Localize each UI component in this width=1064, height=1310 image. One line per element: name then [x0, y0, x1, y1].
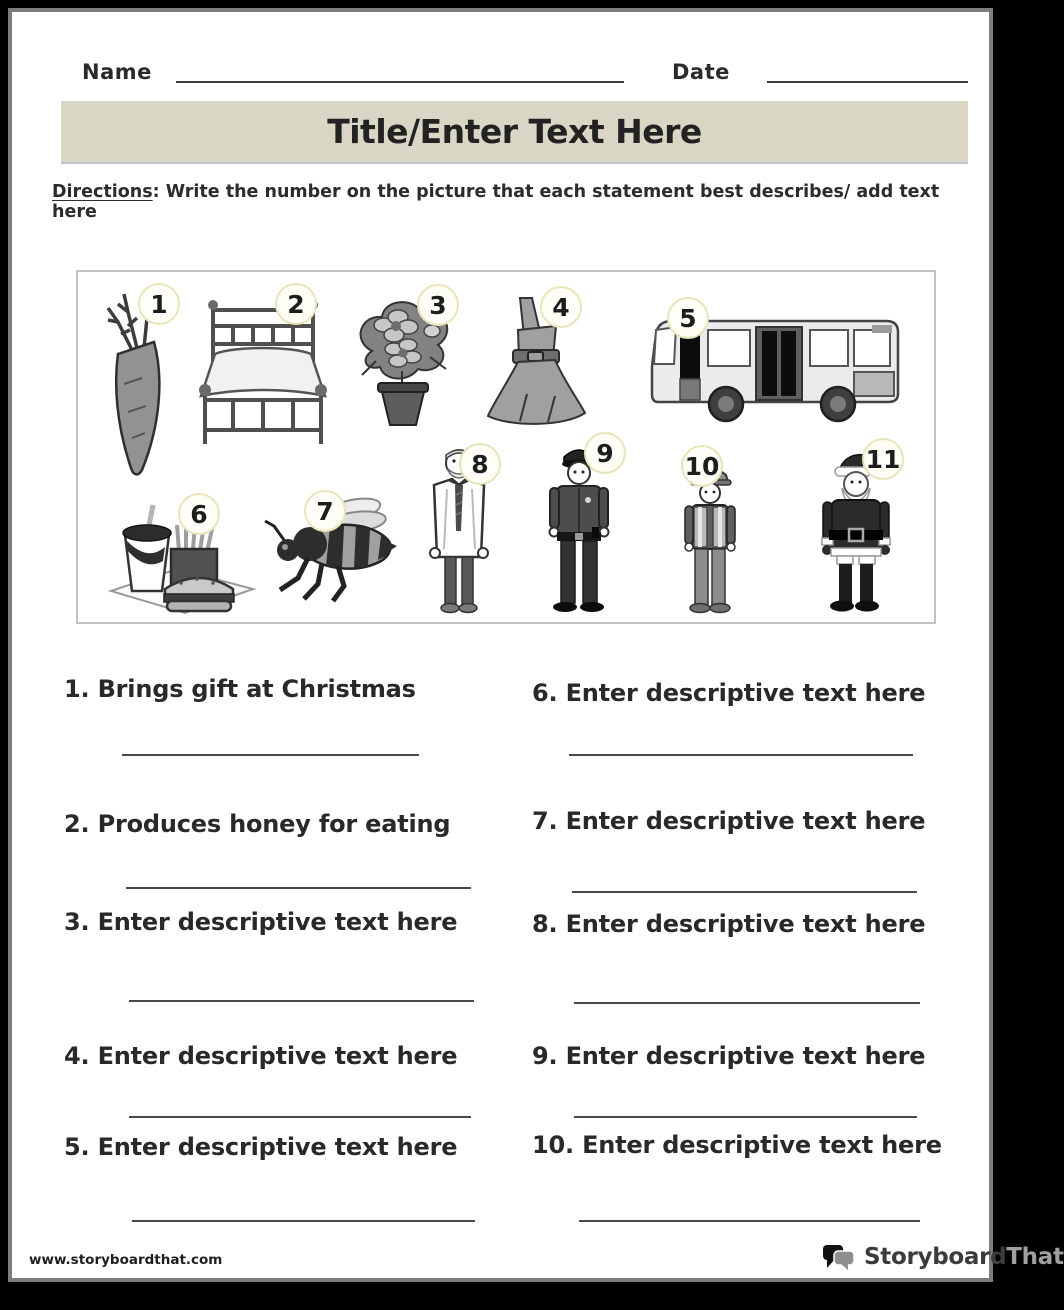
statement-8[interactable]: 8. Enter descriptive text here: [532, 910, 926, 938]
number-badge: 9: [584, 432, 626, 474]
answer-line-7[interactable]: [572, 891, 917, 893]
site-url: www.storyboardthat.com: [29, 1252, 223, 1268]
title-banner[interactable]: [61, 101, 968, 164]
statement-10[interactable]: 10. Enter descriptive text here: [532, 1131, 942, 1159]
worksheet-title[interactable]: Title/Enter Text Here: [327, 112, 702, 151]
number-badge: 2: [275, 283, 317, 325]
directions-separator: :: [152, 182, 166, 202]
answer-line-6[interactable]: [569, 754, 913, 756]
number-badge: 3: [417, 284, 459, 326]
name-line[interactable]: [176, 81, 624, 83]
statement-9[interactable]: 9. Enter descriptive text here: [532, 1042, 926, 1070]
number-badge: 5: [667, 297, 709, 339]
directions-label: Directions: [52, 182, 153, 202]
statement-7[interactable]: 7. Enter descriptive text here: [532, 807, 926, 835]
answer-line-3[interactable]: [129, 1000, 474, 1002]
logo-text-that: That: [1006, 1244, 1064, 1270]
statement-2[interactable]: 2. Produces honey for eating: [64, 810, 451, 838]
storyboardthat-logo[interactable]: [822, 1242, 1064, 1272]
date-label: Date: [672, 60, 730, 84]
answer-line-4[interactable]: [129, 1116, 471, 1118]
answer-line-1[interactable]: [122, 754, 419, 756]
number-badge: 7: [304, 490, 346, 532]
answer-line-8[interactable]: [574, 1002, 920, 1004]
name-label: Name: [82, 60, 152, 84]
logo-text-storyboard: Storyboard: [864, 1244, 1007, 1270]
directions[interactable]: [52, 182, 952, 222]
answer-line-2[interactable]: [126, 887, 471, 889]
statement-4[interactable]: 4. Enter descriptive text here: [64, 1042, 458, 1070]
statement-3[interactable]: 3. Enter descriptive text here: [64, 908, 458, 936]
bed-image: [193, 296, 333, 448]
statement-6[interactable]: 6. Enter descriptive text here: [532, 679, 926, 707]
answer-line-10[interactable]: [579, 1220, 920, 1222]
number-badge: 1: [138, 283, 180, 325]
number-badge: 10: [681, 445, 723, 487]
number-badge: 6: [178, 493, 220, 535]
picture-box: [76, 270, 936, 624]
date-line[interactable]: [767, 81, 968, 83]
statement-5[interactable]: 5. Enter descriptive text here: [64, 1133, 458, 1161]
number-badge: 11: [862, 438, 904, 480]
number-badge: 4: [540, 286, 582, 328]
directions-text[interactable]: Write the number on the picture that each statement best describes/ add text here: [52, 182, 940, 222]
answer-line-9[interactable]: [574, 1116, 917, 1118]
answer-line-5[interactable]: [132, 1220, 475, 1222]
number-badge: 8: [459, 443, 501, 485]
statement-1[interactable]: 1. Brings gift at Christmas: [64, 675, 416, 703]
speech-bubbles-icon: [822, 1242, 858, 1272]
worksheet-page: [8, 8, 1064, 1282]
